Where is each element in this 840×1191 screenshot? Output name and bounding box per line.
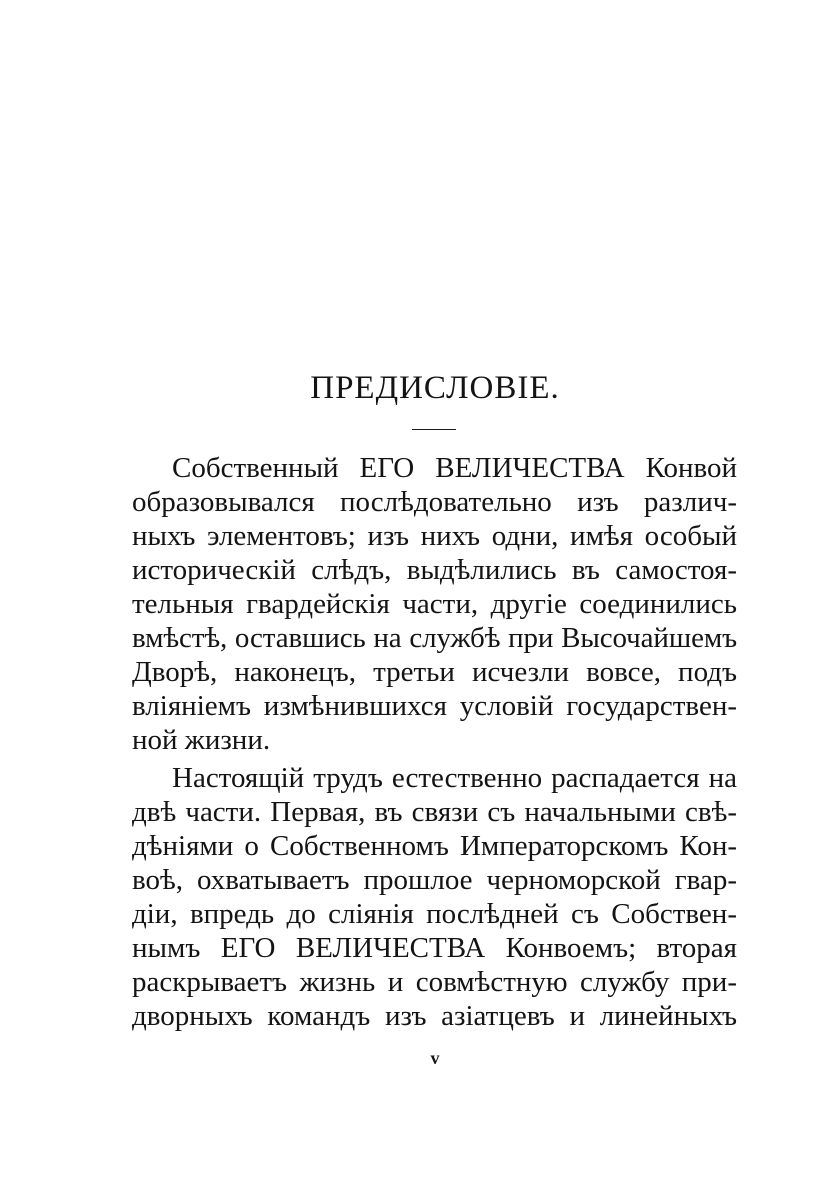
text-line: вмѣстѣ, оставшись на службѣ при Высочайшемъ xyxy=(132,622,737,654)
paragraph-2 xyxy=(132,761,737,1033)
text-line: діи, впредь до сліянія послѣдней съ Собствен- xyxy=(132,898,737,930)
text-line: Настоящій трудъ естественно распадается на xyxy=(172,762,737,794)
page-title: ПРЕДИСЛОВІЕ. xyxy=(310,370,560,406)
text-line: дворныхъ командъ изъ азіатцевъ и линейныхъ xyxy=(132,1000,737,1032)
text-line: ной жизни. xyxy=(132,724,271,756)
text-line: Дворѣ, наконецъ, третьи исчезли вовсе, подъ xyxy=(132,656,737,688)
text-line: ныхъ элементовъ; изъ нихъ одни, имѣя особый xyxy=(132,520,737,552)
text-line: образовывался послѣдовательно изъ различ- xyxy=(132,486,737,518)
paragraph-1 xyxy=(132,451,737,757)
text-line: раскрываетъ жизнь и совмѣстную службу при- xyxy=(132,966,737,998)
text-line: вліяніемъ измѣнившихся условій государствен- xyxy=(132,690,737,722)
text-line: двѣ части. Первая, въ связи съ начальными свѣ- xyxy=(132,796,737,828)
text-line: нымъ ЕГО ВЕЛИЧЕСТВА Конвоемъ; вторая xyxy=(132,932,737,964)
text-line: дѣніями о Собственномъ Императорскомъ Кон- xyxy=(132,830,737,862)
text-line: историческій слѣдъ, выдѣлились въ самостоя- xyxy=(132,554,737,586)
page-number: v xyxy=(430,1048,440,1068)
text-line: воѣ, охватываетъ прошлое черноморской гвар- xyxy=(132,864,737,896)
text-line: тельныя гвардейскія части, другіе соединились xyxy=(132,588,737,620)
text-line: Собственный ЕГО ВЕЛИЧЕСТВА Конвой xyxy=(172,452,737,484)
title-divider xyxy=(412,429,456,430)
